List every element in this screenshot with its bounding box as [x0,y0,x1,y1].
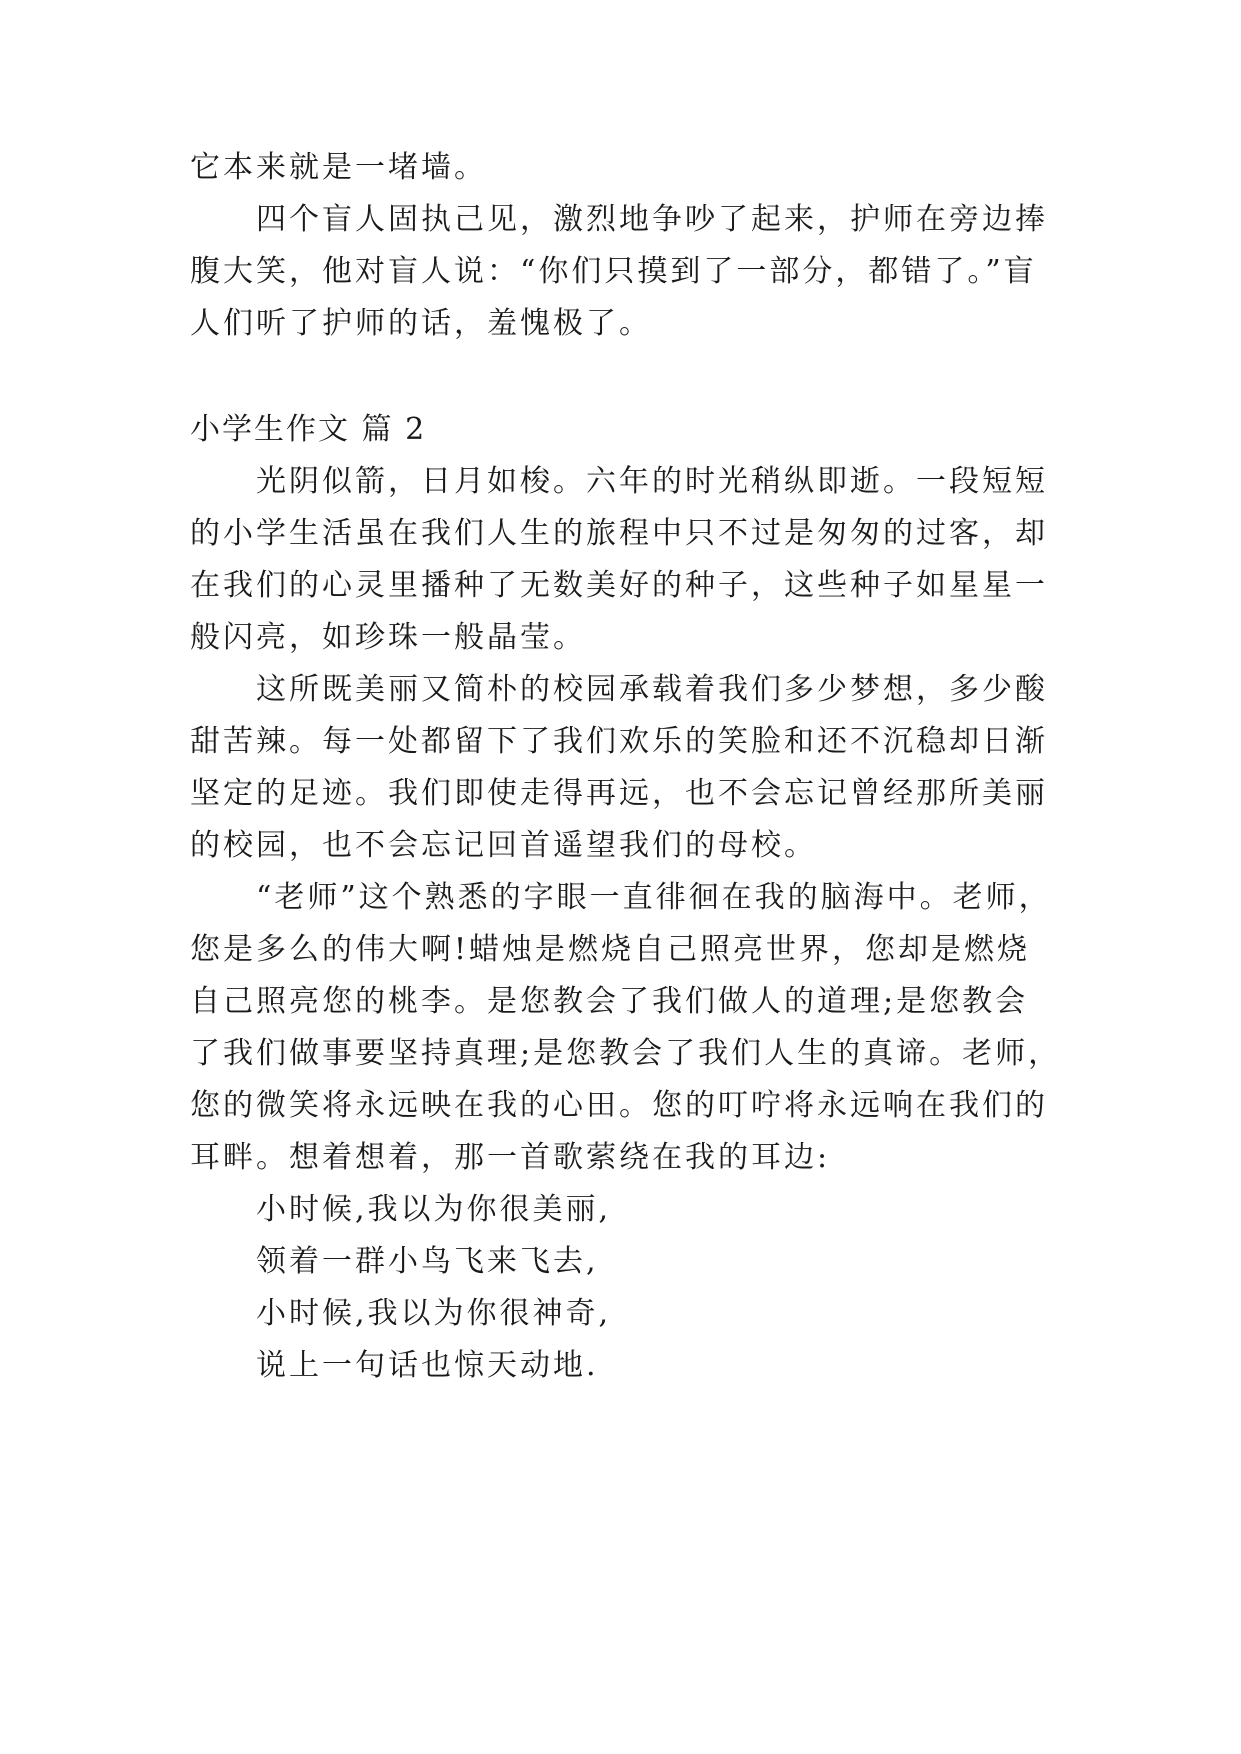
paragraph-3-line: “老师”这个熟悉的字眼一直徘徊在我的脑海中。老师， [256,880,1052,915]
paragraph-continuation-line: 它本来就是一堵墙。 [190,150,487,185]
paragraph-blind-men-line: 人们听了护师的话，羞愧极了。 [190,306,652,341]
paragraph-1-line: 般闪亮，如珍珠一般晶莹。 [190,620,586,655]
section-heading: 小学生作文 篇 2 [190,412,427,447]
song-line: 说上一句话也惊天动地. [256,1348,599,1383]
paragraph-3-line: 您是多么的伟大啊!蜡烛是燃烧自己照亮世界，您却是燃烧 [190,932,1031,967]
paragraph-1-line: 在我们的心灵里播种了无数美好的种子，这些种子如星星一 [190,568,1048,603]
paragraph-1-line: 光阴似箭，日月如梭。六年的时光稍纵即逝。一段短短 [256,464,1048,499]
song-line: 小时候,我以为你很神奇, [256,1296,612,1331]
paragraph-2-line: 甜苦辣。每一处都留下了我们欢乐的笑脸和还不沉稳却日渐 [190,724,1048,759]
song-line: 小时候,我以为你很美丽, [256,1192,612,1227]
paragraph-3-line: 您的微笑将永远映在我的心田。您的叮咛将永远响在我们的 [190,1088,1048,1123]
paragraph-3-line: 耳畔。想着想着，那一首歌萦绕在我的耳边: [190,1140,831,1175]
paragraph-blind-men-line: 四个盲人固执己见，激烈地争吵了起来，护师在旁边捧 [256,202,1048,237]
song-line: 领着一群小鸟飞来飞去, [256,1244,599,1279]
paragraph-1-line: 的小学生活虽在我们人生的旅程中只不过是匆匆的过客，却 [190,516,1048,551]
paragraph-2-line: 这所既美丽又简朴的校园承载着我们多少梦想，多少酸 [256,672,1048,707]
paragraph-3-line: 自己照亮您的桃李。是您教会了我们做人的道理;是您教会 [190,984,1029,1019]
paragraph-2-line: 的校园，也不会忘记回首遥望我们的母校。 [190,828,817,863]
paragraph-3-line: 了我们做事要坚持真理;是您教会了我们人生的真谛。老师， [190,1036,1062,1071]
paragraph-2-line: 坚定的足迹。我们即使走得再远，也不会忘记曾经那所美丽 [190,776,1048,811]
paragraph-blind-men-line: 腹大笑，他对盲人说：“你们只摸到了一部分，都错了。”盲 [190,254,1037,289]
